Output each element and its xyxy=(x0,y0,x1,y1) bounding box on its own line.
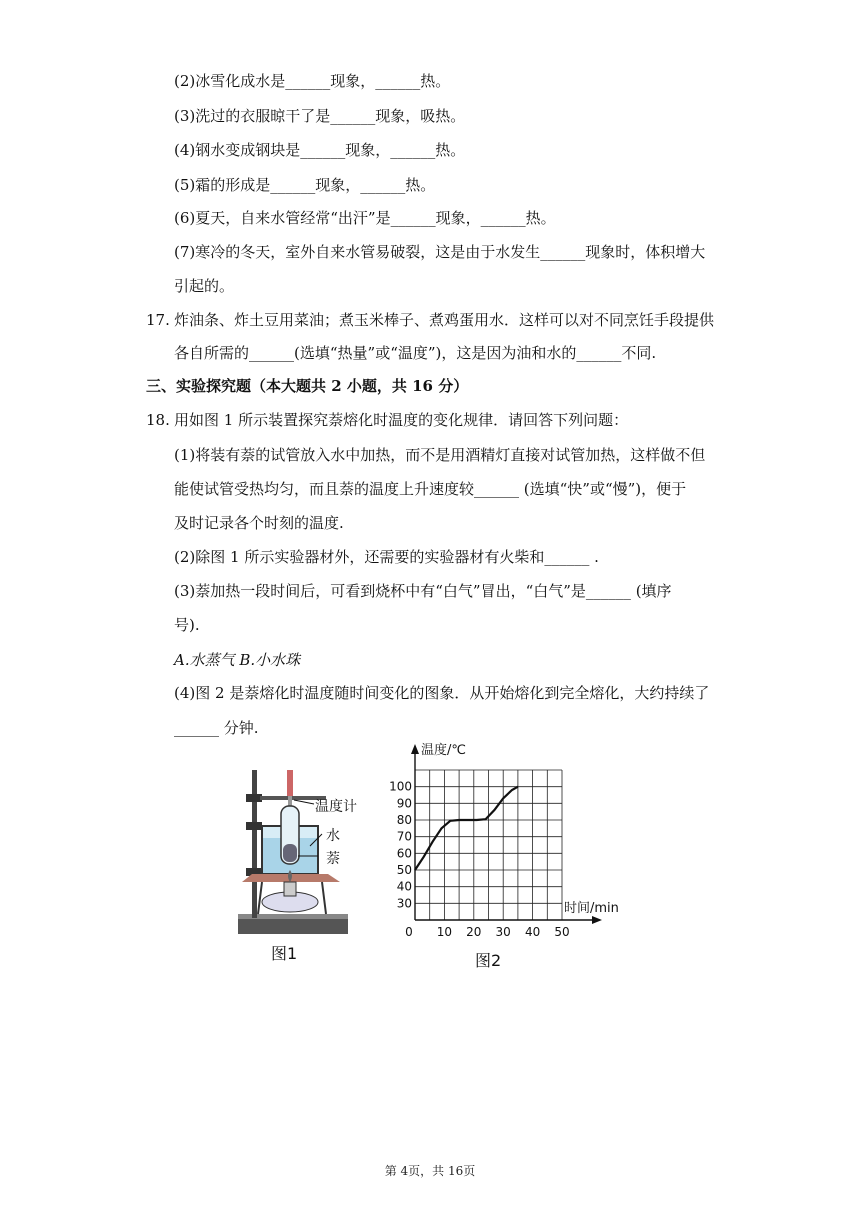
x-tick-label: 10 xyxy=(436,925,453,939)
question-number-17: 17. xyxy=(146,311,170,329)
figure1-apparatus xyxy=(232,764,364,944)
y-tick-label: 60 xyxy=(396,846,412,861)
section-3-heading: 三、实验探究题（本大题共 2 小题，共 16 分） xyxy=(146,377,469,395)
x-tick-label: 0 xyxy=(405,925,413,939)
x-tick-label: 30 xyxy=(495,925,511,939)
y-axis-arrow xyxy=(411,744,419,754)
y-tick-label: 80 xyxy=(396,813,412,827)
q16-part4: (4)钢水变成钢块是______现象，______热。 xyxy=(174,141,466,159)
page-footer: 第 4页，共 16页 xyxy=(384,1164,476,1178)
label-water: 水 xyxy=(326,828,340,844)
x-axis-label: 时间/min xyxy=(564,901,619,916)
q16-part7-line1: (7)寒冷的冬天，室外自来水管易破裂，这是由于水发生______现象时，体积增大 xyxy=(174,243,706,261)
x-axis-arrow xyxy=(592,916,602,924)
label-naphthalene: 萘 xyxy=(326,851,340,867)
y-tick-label: 90 xyxy=(396,796,412,811)
q18-part3-line1: (3)萘加热一段时间后，可看到烧杯中有“白气”冒出，“白气”是______ (填序 xyxy=(174,582,672,600)
x-tick-label: 40 xyxy=(524,925,541,939)
y-axis-label: 温度/℃ xyxy=(421,743,466,758)
q18-part4-line1: (4)图 2 是萘熔化时温度随时间变化的图象．从开始熔化到完全熔化，大约持续了 xyxy=(174,684,710,702)
question-number-18: 18. xyxy=(146,411,170,429)
figure2-chart xyxy=(380,740,630,940)
q18-part2: (2)除图 1 所示实验器材外，还需要的实验器材有火柴和______ . xyxy=(174,548,599,566)
q16-part5: (5)霜的形成是______现象，______热。 xyxy=(174,176,436,194)
q16-part6: (6)夏天，自来水管经常“出汗”是______现象，______热。 xyxy=(174,209,556,227)
q16-part3: (3)洗过的衣服晾干了是______现象，吸热。 xyxy=(174,107,466,125)
y-tick-label: 30 xyxy=(396,896,412,911)
q18-part4-line2: ______ 分钟. xyxy=(174,719,259,737)
q16-part7-line2: 引起的。 xyxy=(174,277,235,295)
q18-part3-line2: 号). xyxy=(174,616,200,634)
y-tick-label: 100 xyxy=(389,779,412,794)
figure2-caption: 图2 xyxy=(475,951,502,970)
q18-part1-line3: 及时记录各个时刻的温度. xyxy=(174,514,344,532)
label-thermometer: 温度计 xyxy=(315,799,357,815)
q16-part2: (2)冰雪化成水是______现象，______热。 xyxy=(174,72,451,90)
q18-stem: 用如图 1 所示装置探究萘熔化时温度的变化规律．请回答下列问题： xyxy=(174,411,629,429)
temperature-curve xyxy=(415,787,518,870)
x-tick-label: 50 xyxy=(554,925,570,939)
q18-part1-line2: 能使试管受热均匀，而且萘的温度上升速度较______ (选填“快”或“慢”)，便于 xyxy=(174,480,687,498)
q18-part1-line1: (1)将装有萘的试管放入水中加热，而不是用酒精灯直接对试管加热，这样做不但 xyxy=(174,446,706,464)
figure1-caption: 图1 xyxy=(271,944,298,963)
q17-line1: 炸油条、炸土豆用菜油；煮玉米棒子、煮鸡蛋用水．这样可以对不同烹饪手段提供 xyxy=(174,311,715,329)
y-tick-label: 40 xyxy=(396,879,412,894)
y-tick-label: 50 xyxy=(396,863,412,877)
stand-rod xyxy=(252,770,257,918)
y-tick-label: 70 xyxy=(396,829,412,844)
q17-line2: 各自所需的______(选填“热量”或“温度”)，这是因为油和水的______不同. xyxy=(174,344,657,362)
x-tick-label: 20 xyxy=(466,925,482,939)
q18-options: A.水蒸气 B.小水珠 xyxy=(174,651,301,669)
